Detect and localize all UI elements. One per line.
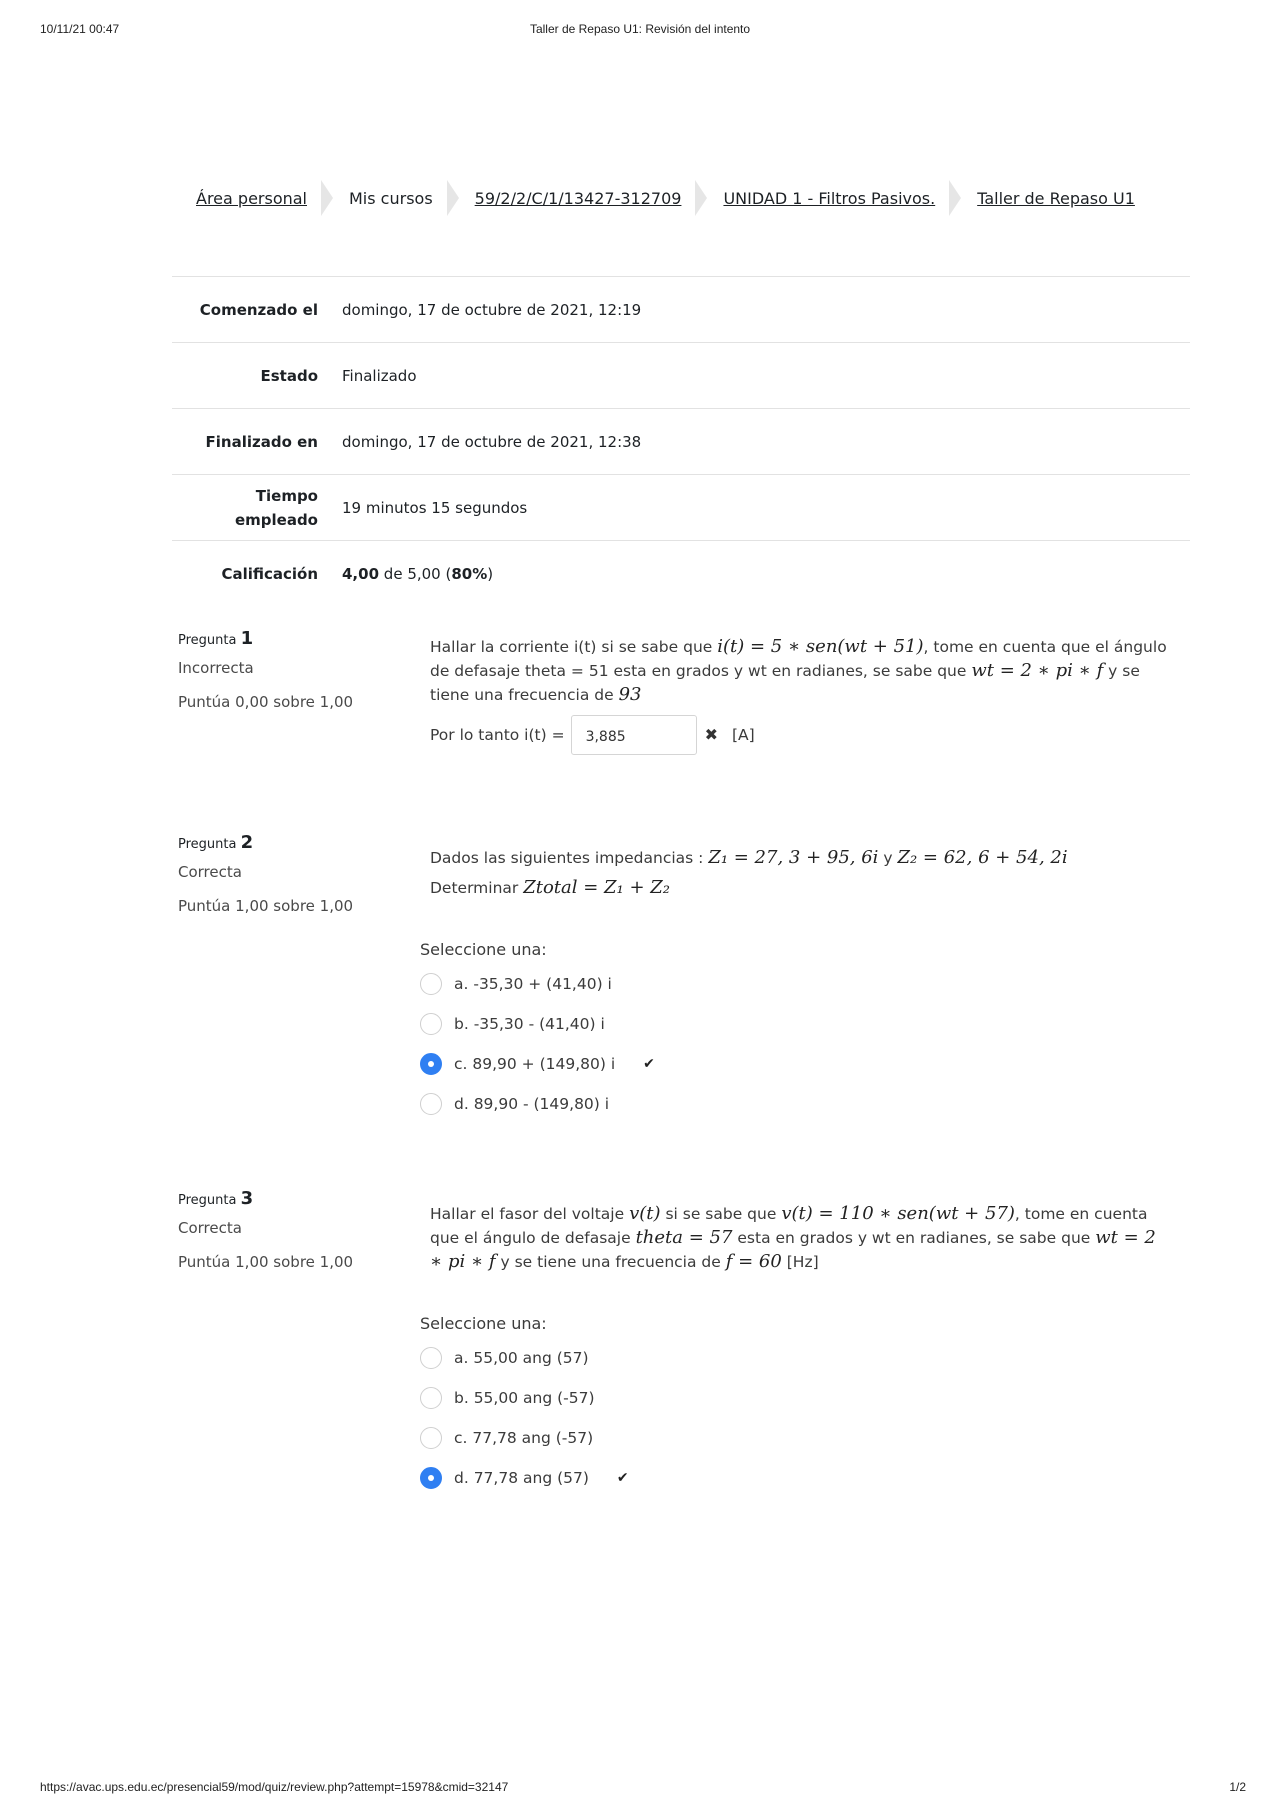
question-text-part: y <box>878 849 898 867</box>
math-expression: wt = 2 ∗ pi ∗ f <box>430 1227 1156 1272</box>
math-expression: v(t) = 110 ∗ sen(wt + 57) <box>781 1203 1015 1224</box>
summary-value-grade <box>318 565 493 583</box>
breadcrumb-separator-icon <box>949 180 961 216</box>
question-text-part: y se tiene una frecuencia de <box>495 1253 726 1271</box>
option-a[interactable] <box>420 1338 629 1378</box>
summary-label-grade: Calificación <box>221 564 318 583</box>
summary-label-time-line2: empleado <box>234 510 318 529</box>
math-expression: 93 <box>618 684 642 705</box>
math-expression: Z₁ = 27, 3 + 95, 6i <box>708 847 879 868</box>
option-label: a. -35,30 + (41,40) i <box>454 975 612 993</box>
radio-button-selected[interactable] <box>420 1467 442 1489</box>
question-number <box>178 832 398 853</box>
breadcrumb-link-quiz[interactable]: Taller de Repaso U1 <box>977 188 1135 208</box>
math-expression: wt = 2 ∗ pi ∗ f <box>971 660 1104 681</box>
grade-percent: 80% <box>451 564 488 583</box>
option-c[interactable] <box>420 1418 629 1458</box>
question-text <box>430 1202 1170 1274</box>
question-text-part: Determinar <box>430 879 524 897</box>
attempt-summary-table <box>172 276 1190 606</box>
question-text-part: Hallar la corriente i(t) si se sabe que <box>430 638 718 656</box>
print-page-number: 1/2 <box>1229 1780 1246 1794</box>
radio-button[interactable] <box>420 1427 442 1449</box>
radio-button-selected[interactable] <box>420 1053 442 1075</box>
breadcrumb-link-unit[interactable]: UNIDAD 1 - Filtros Pasivos. <box>723 188 936 208</box>
summary-value-time: 19 minutos 15 segundos <box>342 498 528 517</box>
question-text-part: esta en grados y wt en radianes, se sabe que <box>732 1229 1096 1247</box>
question-number <box>178 1188 398 1209</box>
answer-unit: [A] <box>731 726 755 744</box>
option-label: d. 77,78 ang (57) <box>454 1469 589 1487</box>
breadcrumb-item-my-courses <box>349 189 433 208</box>
math-expression: theta = 57 <box>635 1227 733 1248</box>
option-label: a. 55,00 ang (57) <box>454 1349 589 1367</box>
summary-label-started: Comenzado el <box>199 300 318 319</box>
question-text-part: y se tiene una frecuencia de <box>430 662 1140 704</box>
question-number-value: 2 <box>240 832 254 853</box>
breadcrumb-text-my-courses: Mis cursos <box>349 188 433 208</box>
breadcrumb <box>196 180 1135 216</box>
summary-row-time <box>172 474 1190 540</box>
question-text-part: Dados las siguientes impedancias : <box>430 849 709 867</box>
summary-label-time-line1: Tiempo <box>255 486 318 505</box>
radio-button[interactable] <box>420 1347 442 1369</box>
summary-row-state <box>172 342 1190 408</box>
summary-value-started: domingo, 17 de octubre de 2021, 12:19 <box>342 300 642 319</box>
grade-of: de 5,00 ( <box>383 564 452 583</box>
option-c[interactable] <box>420 1044 655 1084</box>
question-prefix: Pregunta <box>178 837 237 852</box>
question-state: Correcta <box>178 863 242 881</box>
option-label: b. 55,00 ang (-57) <box>454 1389 595 1407</box>
option-label: c. 77,78 ang (-57) <box>454 1429 594 1447</box>
grade-score: 4,00 <box>342 564 380 583</box>
question-prefix: Pregunta <box>178 633 237 648</box>
math-expression: Z₂ = 62, 6 + 54, 2i <box>897 847 1068 868</box>
summary-label-finished: Finalizado en <box>205 432 318 451</box>
breadcrumb-separator-icon <box>321 180 333 216</box>
incorrect-icon: ✖ <box>704 725 718 744</box>
question-text <box>430 846 1170 900</box>
option-a[interactable] <box>420 964 655 1004</box>
print-url: https://avac.ups.edu.ec/presencial59/mod/quiz/review.php?attempt=15978&cmid=32147 <box>40 1780 509 1794</box>
answer-options <box>420 964 655 1124</box>
radio-button[interactable] <box>420 973 442 995</box>
option-label: b. -35,30 - (41,40) i <box>454 1015 605 1033</box>
question-prefix: Pregunta <box>178 1193 237 1208</box>
correct-check-icon: ✔ <box>616 1470 629 1486</box>
math-expression: i(t) = 5 ∗ sen(wt + 51) <box>717 636 924 657</box>
breadcrumb-item-home[interactable] <box>196 189 307 208</box>
question-number-value: 3 <box>240 1188 254 1209</box>
breadcrumb-item-unit[interactable] <box>723 189 935 208</box>
option-label: d. 89,90 - (149,80) i <box>454 1095 610 1113</box>
math-expression: Ztotal = Z₁ + Z₂ <box>523 877 671 898</box>
question-info <box>178 628 398 711</box>
select-one-label: Seleccione una: <box>420 940 547 959</box>
summary-value-state: Finalizado <box>342 366 417 385</box>
radio-button[interactable] <box>420 1387 442 1409</box>
question-text <box>430 635 1170 755</box>
radio-button[interactable] <box>420 1013 442 1035</box>
answer-label: Por lo tanto i(t) = <box>430 726 565 744</box>
select-one-label: Seleccione una: <box>420 1314 547 1333</box>
question-info <box>178 1188 398 1271</box>
question-state: Incorrecta <box>178 659 254 677</box>
answer-line <box>430 715 1170 755</box>
math-expression: v(t) <box>629 1203 661 1224</box>
question-text-part: Hallar el fasor del voltaje <box>430 1205 630 1223</box>
breadcrumb-link-home[interactable]: Área personal <box>196 188 307 208</box>
math-expression: f = 60 <box>725 1251 782 1272</box>
question-text-part: [Hz] <box>781 1253 819 1271</box>
question-info <box>178 832 398 915</box>
summary-label-state: Estado <box>260 366 318 385</box>
answer-options <box>420 1338 629 1498</box>
question-state: Correcta <box>178 1219 242 1237</box>
question-text-part: si se sabe que <box>660 1205 782 1223</box>
summary-row-finished <box>172 408 1190 474</box>
option-b[interactable] <box>420 1004 655 1044</box>
correct-check-icon: ✔ <box>643 1056 655 1072</box>
question-number-value: 1 <box>240 628 254 649</box>
summary-row-started <box>172 276 1190 342</box>
option-b[interactable] <box>420 1378 629 1418</box>
question-grade: Puntúa 0,00 sobre 1,00 <box>178 693 354 711</box>
print-doc-title: Taller de Repaso U1: Revisión del intento <box>529 22 751 36</box>
question-text-part: , tome en cuenta que el ángulo de defasaje theta = 51 esta en grados y wt en radianes, se sabe que <box>430 638 1167 680</box>
breadcrumb-item-course[interactable] <box>475 189 682 208</box>
summary-value-finished: domingo, 17 de octubre de 2021, 12:38 <box>342 432 642 451</box>
question-grade: Puntúa 1,00 sobre 1,00 <box>178 1253 354 1271</box>
option-label: c. 89,90 + (149,80) i <box>454 1055 616 1073</box>
breadcrumb-separator-icon <box>447 180 459 216</box>
question-grade: Puntúa 1,00 sobre 1,00 <box>178 897 354 915</box>
question-text-line <box>430 876 1170 900</box>
summary-row-grade <box>172 540 1190 606</box>
question-text-part: , tome en cuenta que el ángulo de defasaje <box>430 1205 1148 1247</box>
answer-input[interactable]: 3,885 <box>571 715 697 755</box>
option-d[interactable] <box>420 1458 629 1498</box>
breadcrumb-separator-icon <box>695 180 707 216</box>
radio-button[interactable] <box>420 1093 442 1115</box>
breadcrumb-item-quiz[interactable] <box>977 189 1135 208</box>
breadcrumb-link-course[interactable]: 59/2/2/C/1/13427-312709 <box>474 188 682 208</box>
question-text-line <box>430 846 1170 870</box>
summary-label-time <box>172 484 318 532</box>
print-datetime: 10/11/21 00:47 <box>40 22 120 36</box>
question-number <box>178 628 398 649</box>
grade-close: ) <box>487 564 494 583</box>
option-d[interactable] <box>420 1084 655 1124</box>
